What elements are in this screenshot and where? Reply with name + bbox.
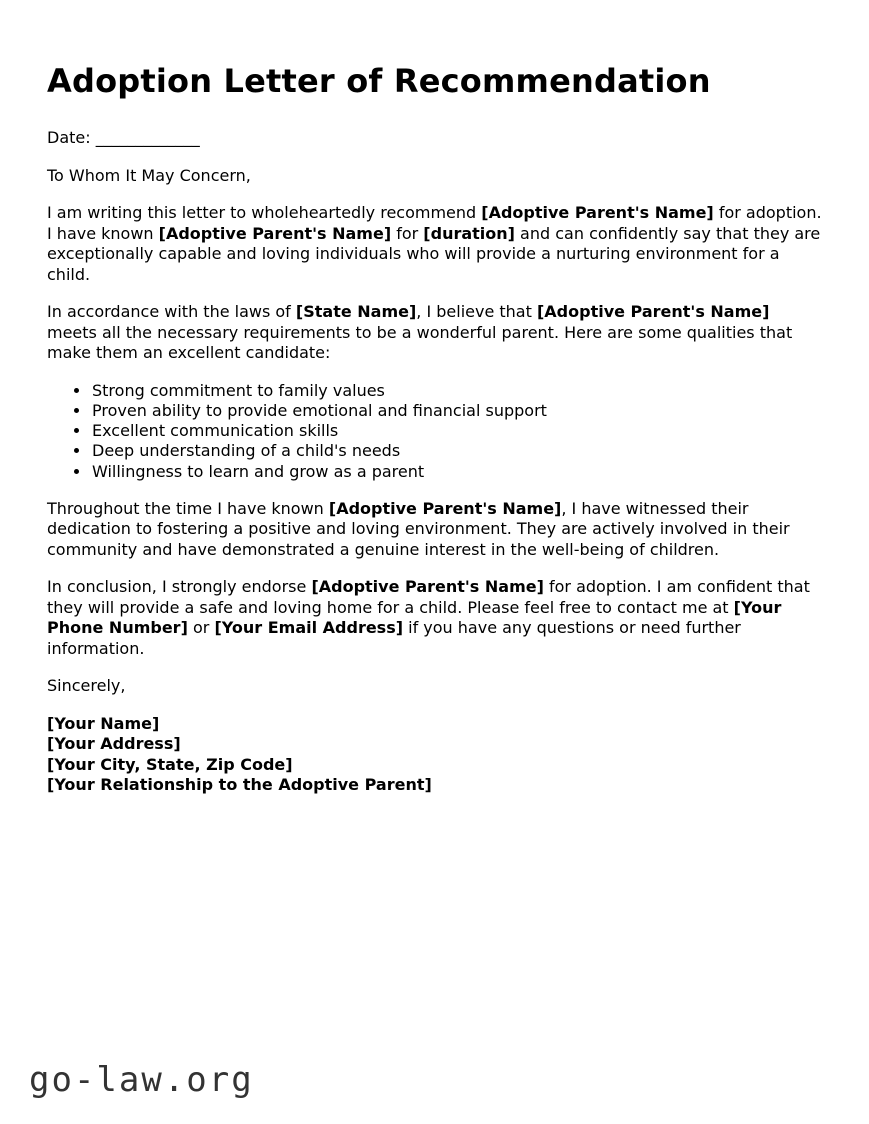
signature-line: [Your Name] bbox=[47, 713, 160, 733]
text-run: meets all the necessary requirements to be a wonderful parent. Here are some qualities that make them an excellent candidate: bbox=[47, 322, 793, 362]
signature-line: [Your Address] bbox=[47, 734, 181, 754]
text-run: or bbox=[187, 618, 215, 638]
paragraph-legal-qualities bbox=[47, 302, 822, 364]
placeholder-token: [duration] bbox=[423, 223, 515, 243]
text-run: I am writing this letter to wholeheartedly recommend bbox=[47, 203, 482, 222]
signature-line: [Your Relationship to the Adoptive Parent] bbox=[47, 775, 432, 795]
text-run: In conclusion, I strongly endorse bbox=[47, 577, 312, 597]
text-run: and can confidently say that they are exceptionally capable and loving individuals who will provide a nurturing environment for a child. bbox=[47, 223, 821, 284]
placeholder-token: [Adoptive Parent's Name] bbox=[481, 203, 714, 222]
placeholder-token: [Adoptive Parent's Name] bbox=[536, 302, 770, 321]
text-run: In accordance with the laws of bbox=[47, 302, 296, 321]
text-run: for bbox=[391, 223, 424, 243]
text-run: for adoption. I am confident that they will provide a safe and loving home for a child. Please feel free to contact me at bbox=[47, 577, 810, 617]
quality-item: • Excellent communication skills bbox=[91, 421, 822, 441]
paragraph-conclusion bbox=[47, 577, 822, 659]
paragraph-introduction bbox=[47, 203, 822, 285]
salutation: To Whom It May Concern, bbox=[47, 165, 251, 185]
placeholder-token: [Adoptive Parent's Name] bbox=[158, 223, 392, 243]
signature-block bbox=[47, 714, 822, 796]
text-run: , I believe that bbox=[416, 302, 537, 321]
date-row bbox=[47, 128, 822, 149]
date-label: Date: bbox=[47, 128, 96, 147]
quality-item: • Strong commitment to family values bbox=[91, 381, 822, 401]
placeholder-token: [Adoptive Parent's Name] bbox=[311, 577, 544, 597]
valediction: Sincerely, bbox=[47, 676, 126, 696]
text-run: if you have any questions or need further information. bbox=[47, 618, 741, 658]
placeholder-token: [Your Email Address] bbox=[214, 618, 404, 638]
qualities-list bbox=[47, 381, 822, 482]
placeholder-token: [Your Phone Number] bbox=[47, 597, 782, 638]
paragraph-witnessed-dedication bbox=[47, 499, 822, 561]
footer-brand: go-law.org bbox=[29, 1060, 254, 1100]
date-blank-line: _____________ bbox=[95, 128, 200, 147]
quality-item: • Willingness to learn and grow as a parent bbox=[91, 462, 822, 482]
document-title: Adoption Letter of Recommendation bbox=[47, 62, 711, 100]
text-run: , I have witnessed their dedication to fostering a positive and loving environment. They are actively involved in their community and have demonstrated a genuine interest in the well-being of children. bbox=[47, 498, 790, 559]
placeholder-token: [State Name] bbox=[295, 302, 417, 321]
text-run: Throughout the time I have known bbox=[47, 498, 329, 518]
text-run: for adoption. I have known bbox=[47, 203, 822, 243]
placeholder-token: [Adoptive Parent's Name] bbox=[328, 498, 562, 518]
quality-item: • Deep understanding of a child's needs bbox=[91, 441, 822, 461]
quality-item: • Proven ability to provide emotional and financial support bbox=[91, 401, 822, 421]
signature-line: [Your City, State, Zip Code] bbox=[47, 754, 293, 774]
